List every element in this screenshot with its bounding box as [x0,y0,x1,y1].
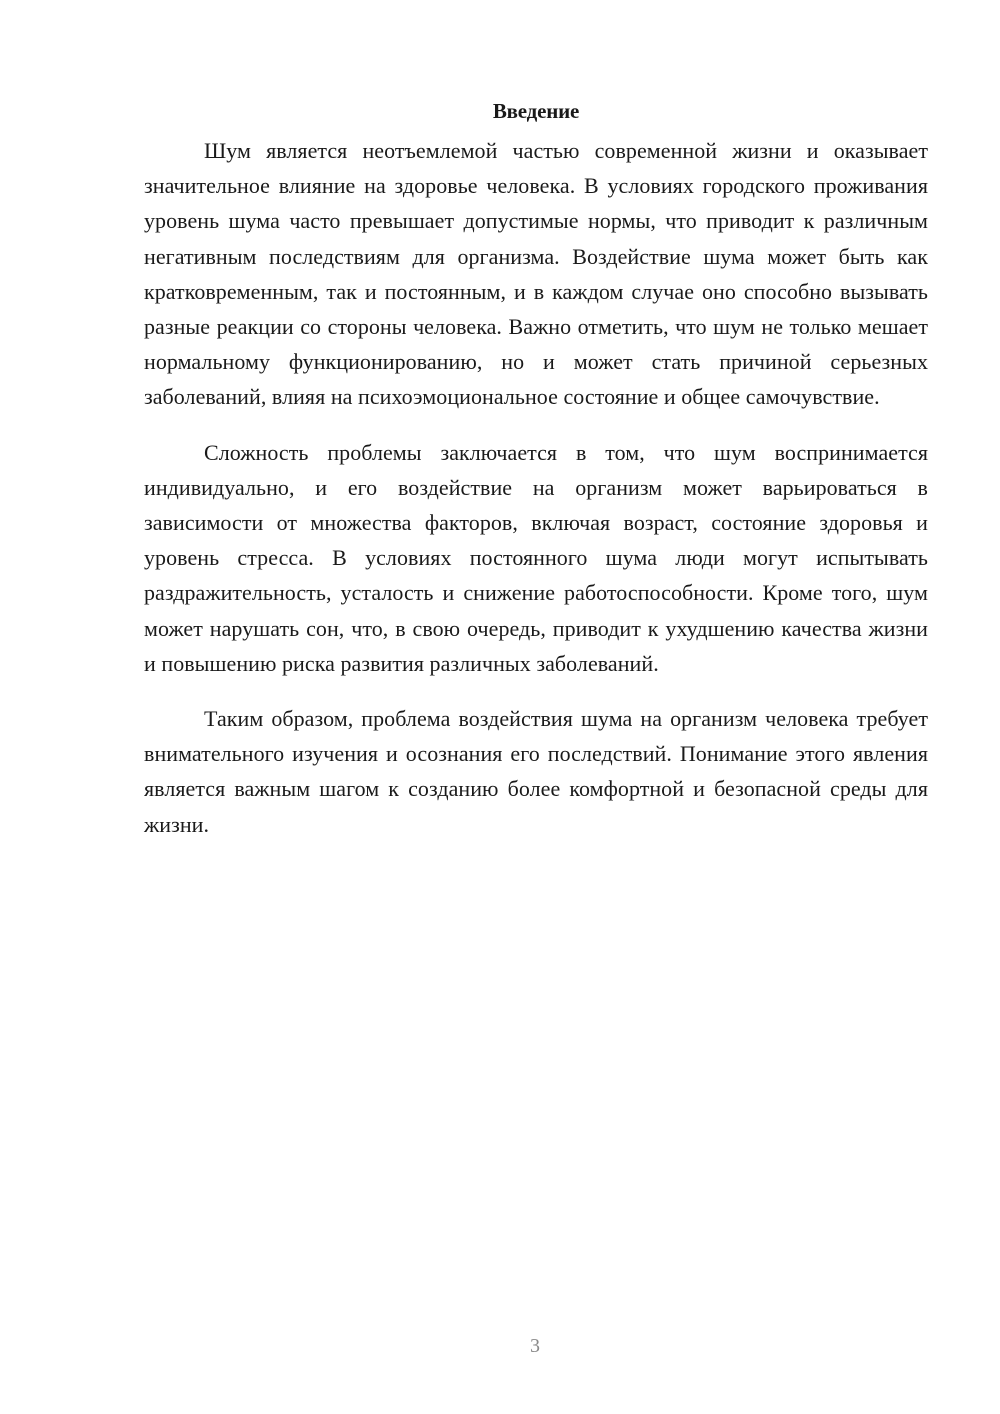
page-content [144,96,928,842]
page-number: 3 [530,1335,540,1357]
paragraph-3: Таким образом, проблема воздействия шума на организм человека требует внимательного изучения и осознания его последствий. Понимание этого явления является важным шагом к созданию более комфортной и безопасной среды для жизни. [144,706,928,837]
paragraph-1: Шум является неотъемлемой частью современной жизни и оказывает значительное влияние на здоровье человека. В условиях городского проживания уровень шума часто превышает допустимые нормы, что приводит к различным негативным последствиям для организма. Воздействие шума может быть как кратковременным, так и постоянным, и в каждом случае оно способно вызывать разные реакции со стороны человека. Важно отметить, что шум не только мешает нормальному функционированию, но и может стать причиной серьезных заболеваний, влияя на психоэмоциональное состояние и общее самочувствие. [144,138,928,410]
section-title: Введение [492,99,580,123]
paragraph-2: Сложность проблемы заключается в том, что шум воспринимается индивидуально, и его воздействие на организм может варьироваться в зависимости от множества факторов, включая возраст, состояние здоровья и уровень стресса. В условиях постоянного шума люди могут испытывать раздражительность, усталость и снижение работоспособности. Кроме того, шум может нарушать сон, что, в свою очередь, приводит к ухудшению качества жизни и повышению риска развития различных заболеваний. [144,439,928,676]
